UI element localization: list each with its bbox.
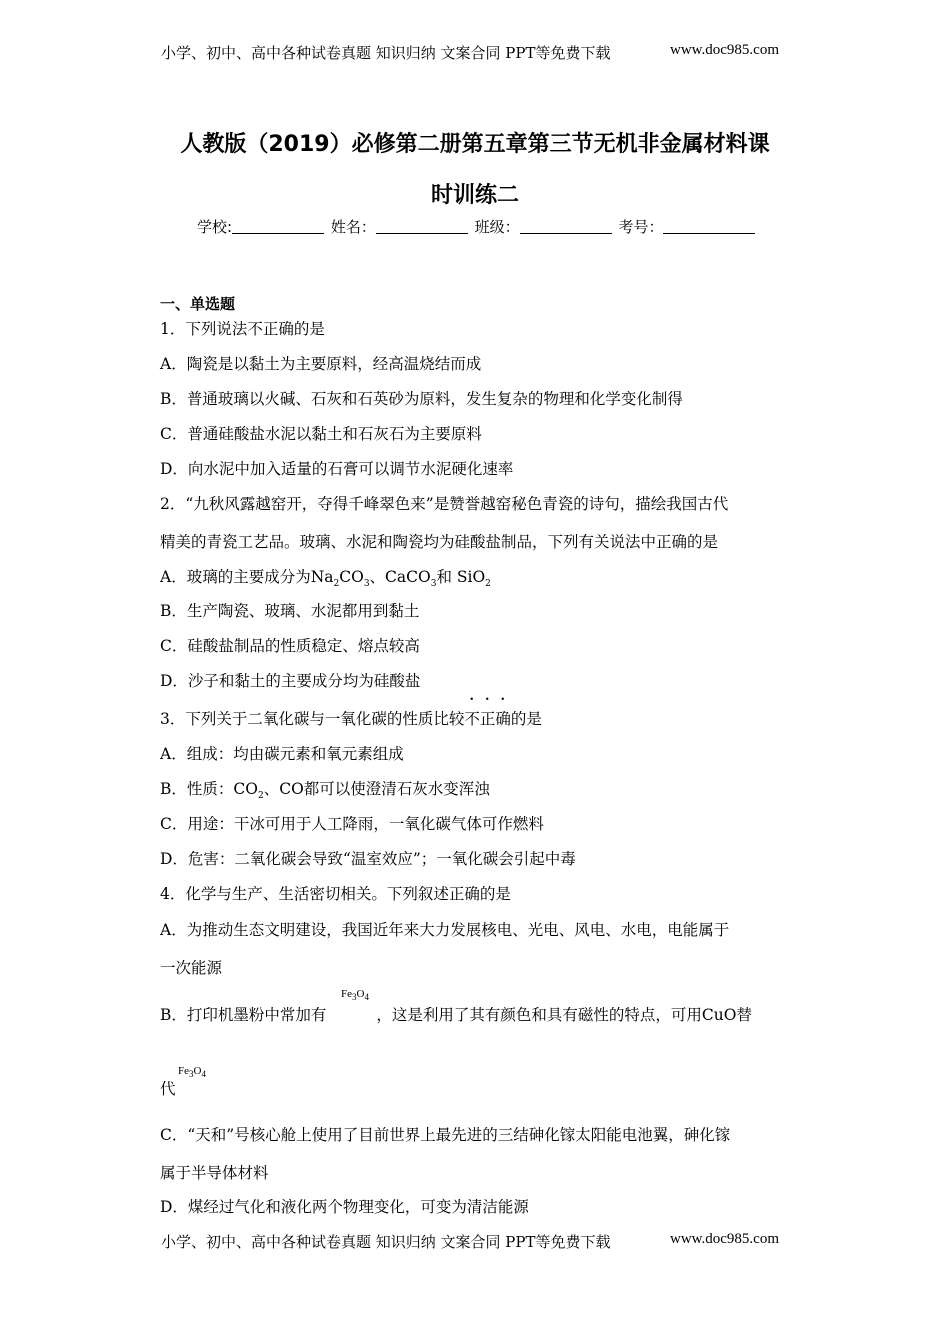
q4-stem: 4．化学与生产、生活密切相关。下列叙述正确的是: [160, 885, 511, 903]
formula-fe3o4: $Fe_3O_4$: [341, 988, 369, 1003]
class-label: 班级：: [474, 218, 520, 236]
q3-option-c: C．用途：干冰可用于人工降雨，一氧化碳气体可作燃料: [160, 815, 544, 833]
q4-option-b-line2: 代: [160, 1080, 176, 1098]
formula-fe3o4: $Fe_3O_4$: [178, 1065, 206, 1080]
emphasis-char: 确: [495, 710, 511, 728]
class-blank: [520, 219, 612, 234]
q4-option-a-line1: A．为推动生态文明建设，我国近年来大力发展核电、光电、风电、水电，电能属于: [160, 921, 730, 939]
q1-option-d: D．向水泥中加入适量的石膏可以调节水泥硬化速率: [160, 460, 514, 478]
q2-stem-line2: 精美的青瓷工艺品。玻璃、水泥和陶瓷均为硅酸盐制品，下列有关说法中正确的是: [160, 533, 719, 551]
header-url: www.doc985.com: [670, 42, 780, 58]
emphasis-char: 正: [479, 710, 496, 728]
number-label: 考号：: [618, 218, 664, 236]
document-title-line2: 时训练二: [430, 183, 519, 208]
q3-option-a: A．组成：均由碳元素和氧元素组成: [160, 745, 404, 763]
q2-stem-line1: 2．“九秋风露越窑开，夺得千峰翠色来”是赞誉越窑秘色青瓷的诗句，描绘我国古代: [160, 495, 729, 513]
footer-text: 小学、初中、高中各种试卷真题 知识归纳 文案合同 PPT等免费下载: [161, 1233, 611, 1251]
q1-stem: 1．下列说法不正确的是: [160, 320, 325, 338]
q1-option-b: B．普通玻璃以火碱、石灰和石英砂为原料，发生复杂的物理和化学变化制得: [160, 390, 683, 408]
q2-option-b: B．生产陶瓷、玻璃、水泥都用到黏土: [160, 602, 420, 620]
name-blank: [376, 219, 468, 234]
q4-option-c-line2: 属于半导体材料: [160, 1164, 269, 1182]
footer-url: www.doc985.com: [670, 1231, 780, 1247]
q3-option-b: B．性质：$CO_2$、CO都可以使澄清石灰水变浑浊: [160, 780, 490, 802]
section-heading: 一、单选题: [160, 295, 236, 313]
document-title-line1: 人教版（2019）必修第二册第五章第三节无机非金属材料课: [180, 132, 770, 157]
q3-option-d: D．危害：二氧化碳会导致“温室效应”；一氧化碳会引起中毒: [160, 850, 576, 868]
school-label: 学校:: [197, 218, 233, 236]
q4-option-d: D．煤经过气化和液化两个物理变化，可变为清洁能源: [160, 1198, 529, 1216]
q2-option-d: D．沙子和黏土的主要成分均为硅酸盐: [160, 672, 421, 690]
emphasis-char: 不: [464, 710, 480, 728]
q3-stem: 3．下列关于二氧化碳与一氧化碳的性质比较不正确的是: [160, 710, 542, 728]
q2-option-c: C．硅酸盐制品的性质稳定、熔点较高: [160, 637, 420, 655]
school-blank: [232, 219, 324, 234]
name-label: 姓名：: [330, 218, 376, 236]
number-blank: [663, 219, 755, 234]
q1-option-c: C．普通硅酸盐水泥以黏土和石灰石为主要原料: [160, 425, 482, 443]
student-info-row: [197, 216, 757, 237]
q4-option-b-line1: B．打印机墨粉中常加有 ，这是利用了其有颜色和具有磁性的特点，可用CuO替: [160, 1006, 752, 1024]
q4-option-a-line2: 一次能源: [160, 959, 223, 977]
q2-option-a: A．玻璃的主要成分为$Na_2CO_3$、CaCO$_3$和 SiO$_2$: [160, 568, 491, 590]
q4-option-c-line1: C．“天和”号核心舱上使用了目前世界上最先进的三结砷化镓太阳能电池翼，砷化镓: [160, 1126, 731, 1144]
q1-option-a: A．陶瓷是以黏土为主要原料，经高温烧结而成: [160, 355, 482, 373]
header-text: 小学、初中、高中各种试卷真题 知识归纳 文案合同 PPT等免费下载: [161, 44, 611, 62]
